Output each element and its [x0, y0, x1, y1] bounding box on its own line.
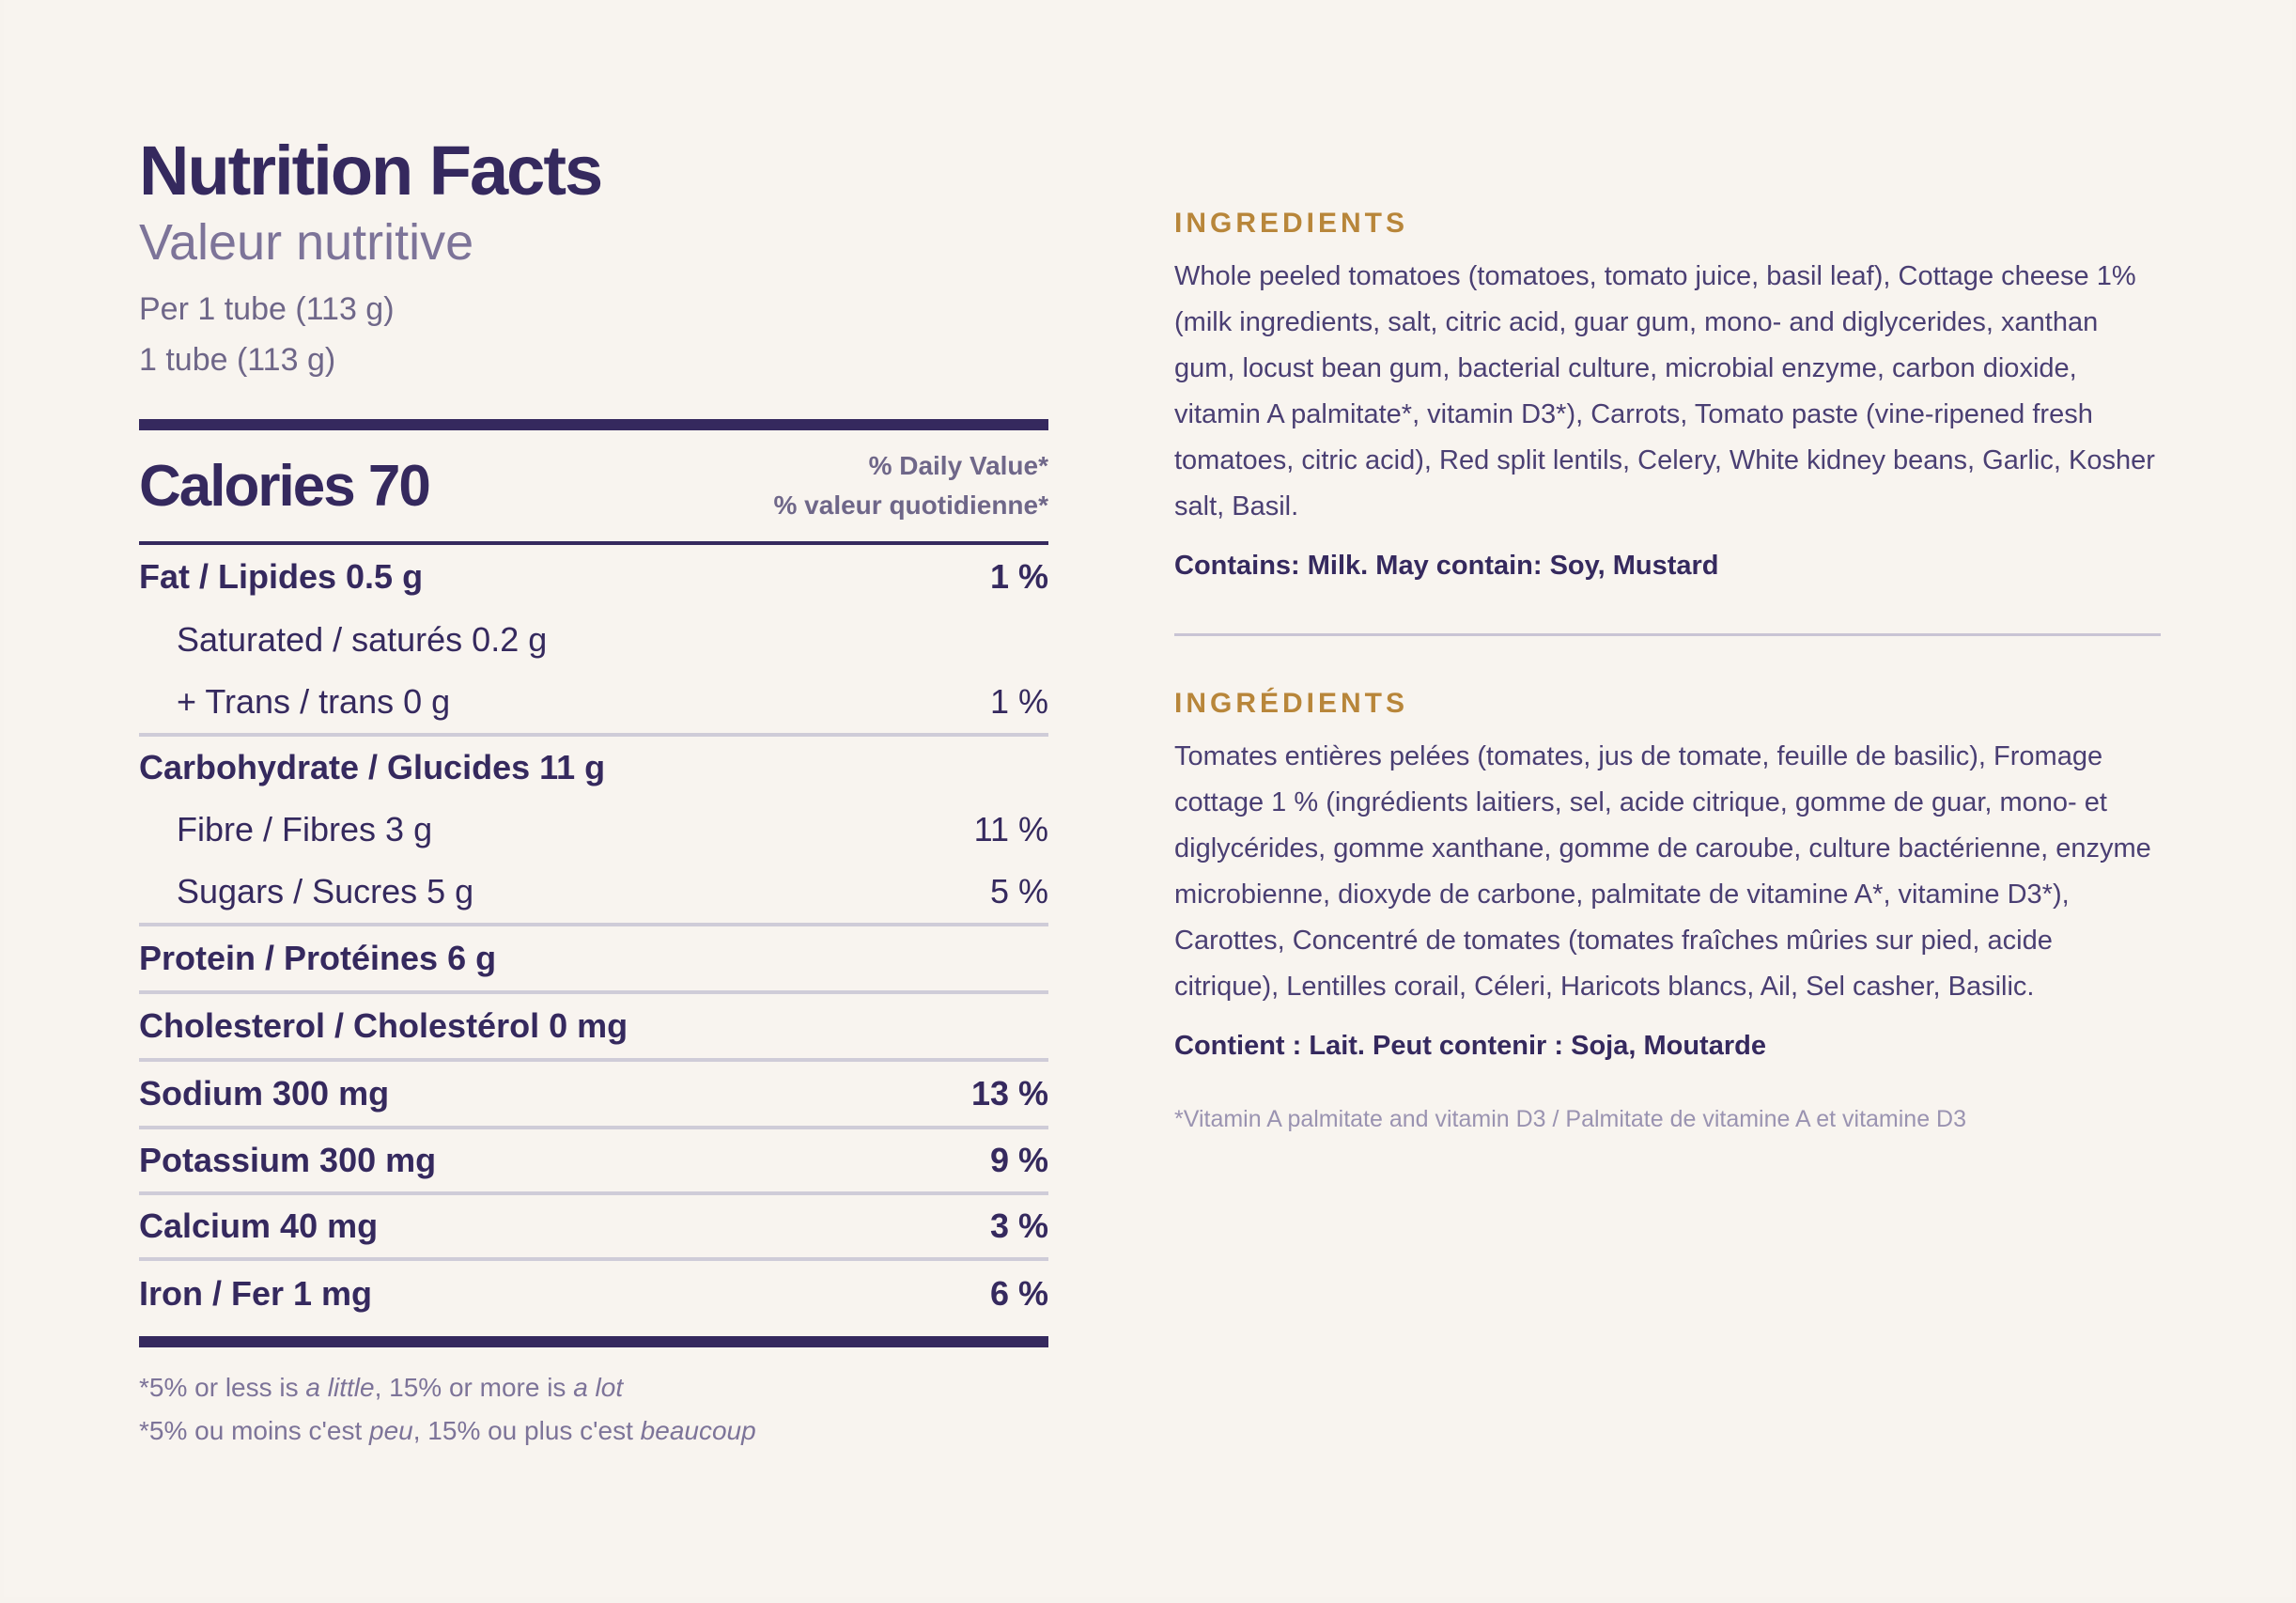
nutrient-row-carbohydrate [139, 737, 1048, 799]
footnote-emphasis: beaucoup [640, 1416, 756, 1445]
nutrient-label: Calcium 40 mg [139, 1206, 379, 1245]
nutrient-row-sugars [139, 861, 1048, 923]
ingredients-heading-fr: INGRÉDIENTS [1174, 688, 1409, 719]
divider-thick-bottom [139, 1336, 1048, 1347]
nutrient-percent: 5 % [989, 872, 1048, 910]
daily-value-header [774, 446, 1049, 525]
serving-size-fr: 1 tube (113 g) [139, 342, 336, 378]
vitamin-footnote: *Vitamin A palmitate and vitamin D3 / Palmitate de vitamine A et vitamine D3 [1174, 1106, 1967, 1132]
ingredients-heading-en: INGREDIENTS [1174, 208, 1409, 239]
footnote-emphasis: peu [369, 1416, 413, 1445]
nutrient-label: Iron / Fer 1 mg [139, 1274, 373, 1313]
nutrient-percent: 9 % [989, 1141, 1048, 1179]
footnote-text: , 15% or more is [374, 1373, 574, 1402]
footnote-emphasis: a little [305, 1373, 375, 1402]
nutrient-percent: 13 % [970, 1074, 1048, 1113]
nutrient-row-fat [139, 545, 1048, 609]
nutrient-label: Fat / Lipides 0.5 g [139, 557, 424, 596]
nutrient-percent: 1 % [989, 557, 1048, 596]
footnote-fr [139, 1409, 1048, 1453]
daily-value-header-fr: % valeur quotidienne* [773, 490, 1048, 520]
allergen-statement-en: Contains: Milk. May contain: Soy, Mustard [1174, 551, 1719, 581]
nutrient-label: Fibre / Fibres 3 g [177, 810, 433, 848]
footnote-text: *5% ou moins c'est [139, 1416, 370, 1445]
nutrient-row-trans [139, 671, 1048, 733]
nutrient-label: Sodium 300 mg [139, 1074, 390, 1113]
serving-size-en: Per 1 tube (113 g) [139, 291, 395, 327]
daily-value-header-en: % Daily Value* [868, 451, 1048, 480]
nutrient-row-fibre [139, 799, 1048, 861]
divider-thick [139, 419, 1048, 430]
nutrient-label: Protein / Protéines 6 g [139, 939, 497, 977]
nutrient-row-potassium [139, 1129, 1048, 1191]
nutrient-row-calcium [139, 1195, 1048, 1257]
calories-label: Calories 70 [139, 453, 429, 519]
nutrient-label: Saturated / saturés 0.2 g [177, 620, 548, 659]
allergen-statement-fr: Contient : Lait. Peut contenir : Soja, Moutarde [1174, 1031, 1766, 1061]
calories-row [139, 430, 1048, 541]
footnote-en [139, 1366, 1048, 1409]
daily-value-footnote [139, 1366, 1048, 1453]
nutrition-facts-table [139, 130, 1048, 1453]
nutrient-label: Sugars / Sucres 5 g [177, 872, 474, 910]
ingredients-list-en: Whole peeled tomatoes (tomatoes, tomato juice, basil leaf), Cottage cheese 1% (milk ingredients, salt, citric acid, guar gum, mono- and diglycerides, xanthan gum, locust bean gum, bacterial culture, microbial enzyme, carbon dioxide, vitamin A palmitate*, vitamin D3*), Carrots, Tomato paste (vine-ripened fresh tomatoes, citric acid), Red split lentils, Celery, White kidney beans, Garlic, Kosher salt, Basil. [1174, 261, 2155, 521]
nutrient-percent: 1 % [989, 682, 1048, 721]
ingredients-list-fr: Tomates entières pelées (tomates, jus de tomate, feuille de basilic), Fromage cottage 1 % (ingrédients laitiers, sel, acide citrique, gomme de guar, mono- et diglycérides, gomme xanthane, gomme de caroube, culture bactérienne, enzyme microbienne, dioxyde de carbone, palmitate de vitamine A*, vitamine D3*), Carottes, Concentré de tomates (tomates fraîches mûries sur pied, acide citrique), Lentilles corail, Céleri, Haricots blancs, Ail, Sel casher, Basilic. [1174, 741, 2151, 1002]
nutrient-label: Potassium 300 mg [139, 1141, 437, 1179]
nutrition-subtitle: Valeur nutritive [139, 214, 474, 271]
nutrition-title: Nutrition Facts [139, 132, 602, 210]
nutrient-row-cholesterol [139, 994, 1048, 1058]
footnote-text: *5% or less is [139, 1373, 306, 1402]
ingredients-panel [1174, 203, 2161, 1138]
nutrient-row-protein [139, 926, 1048, 990]
footnote-text: , 15% ou plus c'est [412, 1416, 641, 1445]
nutrient-label: + Trans / trans 0 g [177, 682, 451, 721]
nutrient-row-saturated [139, 609, 1048, 671]
section-divider [1174, 633, 2161, 636]
nutrient-percent: 11 % [973, 810, 1048, 848]
footnote-emphasis: a lot [573, 1373, 624, 1402]
nutrient-percent: 3 % [989, 1206, 1048, 1245]
nutrient-label: Cholesterol / Cholestérol 0 mg [139, 1006, 628, 1045]
nutrient-label: Carbohydrate / Glucides 11 g [139, 748, 606, 786]
nutrient-percent: 6 % [989, 1274, 1048, 1313]
nutrient-row-iron [139, 1261, 1048, 1327]
nutrient-row-sodium [139, 1062, 1048, 1126]
